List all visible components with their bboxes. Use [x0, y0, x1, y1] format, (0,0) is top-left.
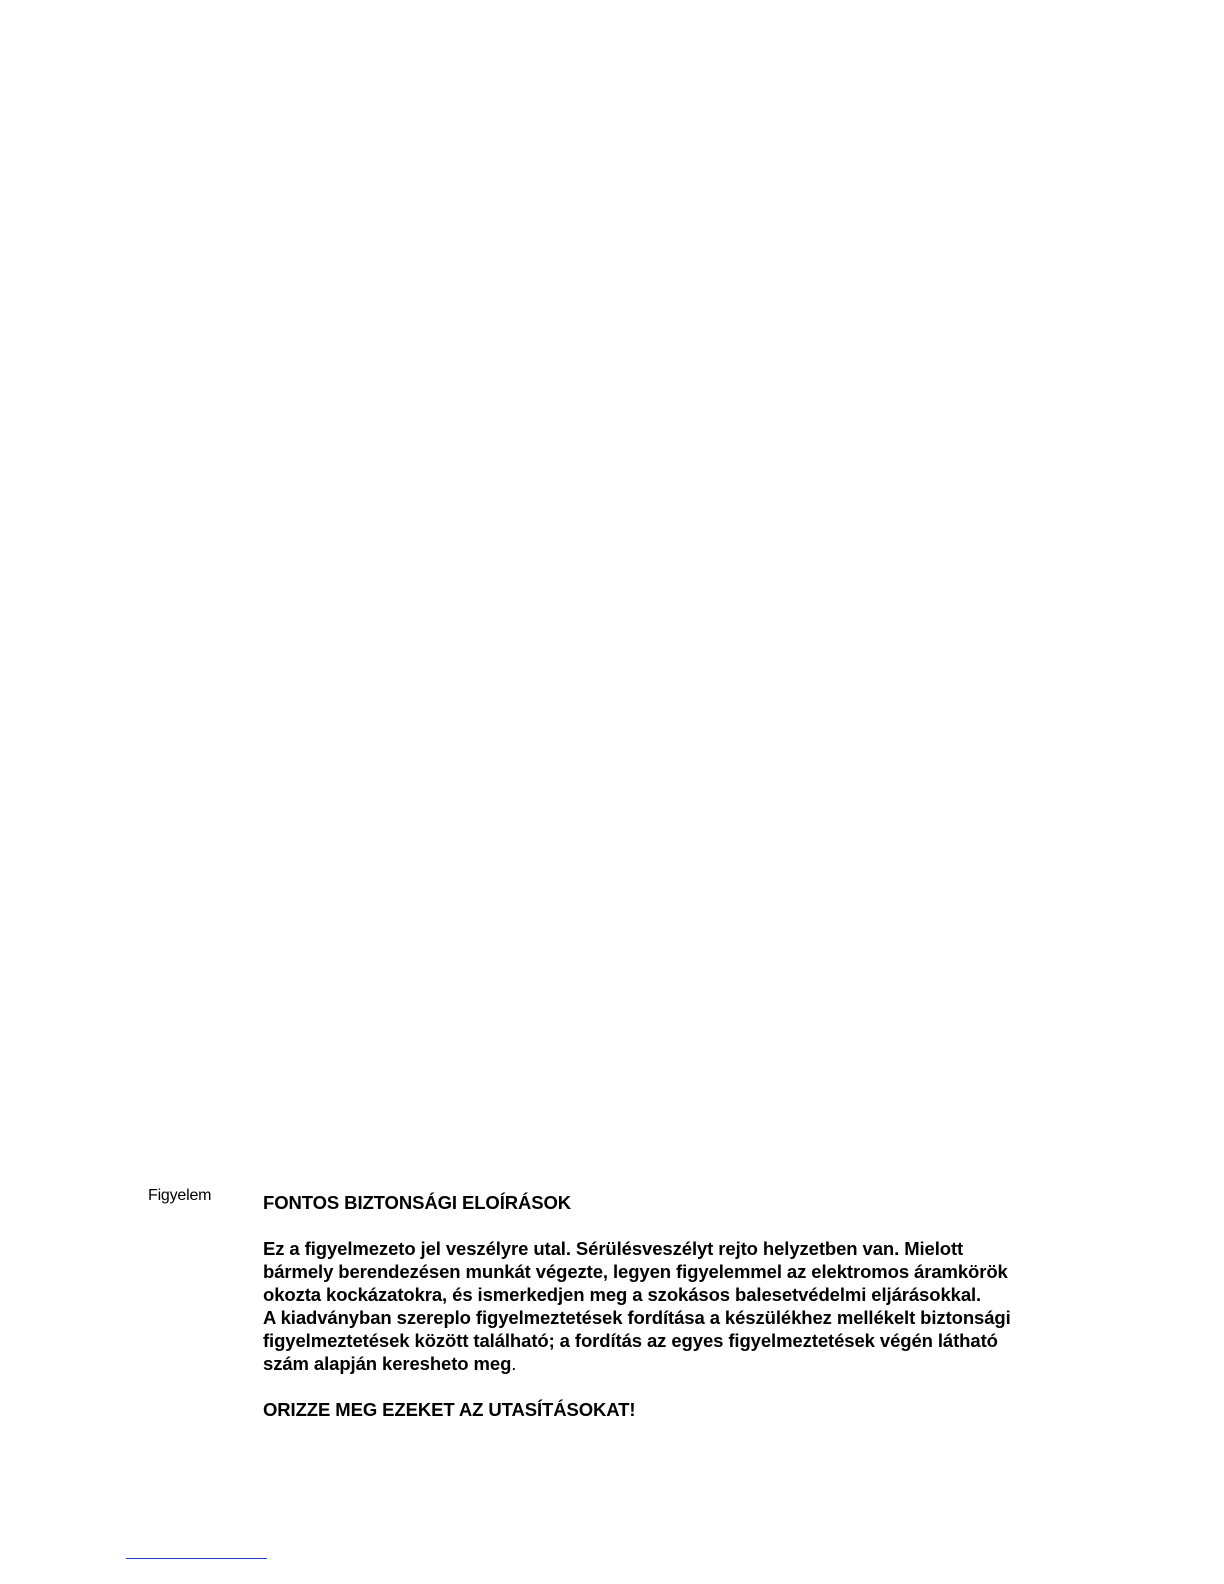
warning-text-line: figyelmeztetések között található; a fordítás az egyes figyelmeztetések végén látható [263, 1330, 998, 1351]
warning-text [263, 1237, 1063, 1375]
warning-text-line: bármely berendezésen munkát végezte, legyen figyelemmel az elektromos áramkörök [263, 1261, 1008, 1282]
warning-text-last: szám alapján keresheto meg [263, 1353, 512, 1374]
save-instructions-notice: ORIZZE MEG EZEKET AZ UTASÍTÁSOKAT! [263, 1399, 636, 1420]
warning-text-line [263, 1352, 1063, 1375]
warning-title: FONTOS BIZTONSÁGI ELOÍRÁSOK [263, 1192, 572, 1213]
warning-text-line: A kiadványban szereplo figyelmeztetések fordítása a készülékhez mellékelt biztonsági [263, 1307, 1011, 1328]
warning-label: Figyelem [148, 1187, 212, 1204]
footnote-rule [126, 1558, 267, 1559]
warning-text-line: okozta kockázatokra, és ismerkedjen meg a szokásos balesetvédelmi eljárásokkal. [263, 1284, 982, 1305]
warning-body [263, 1191, 1063, 1421]
warning-text-last-tail: . [511, 1353, 517, 1374]
warning-text-line: Ez a figyelmezeto jel veszélyre utal. Sérülésveszélyt rejto helyzetben van. Mielott [263, 1238, 964, 1259]
